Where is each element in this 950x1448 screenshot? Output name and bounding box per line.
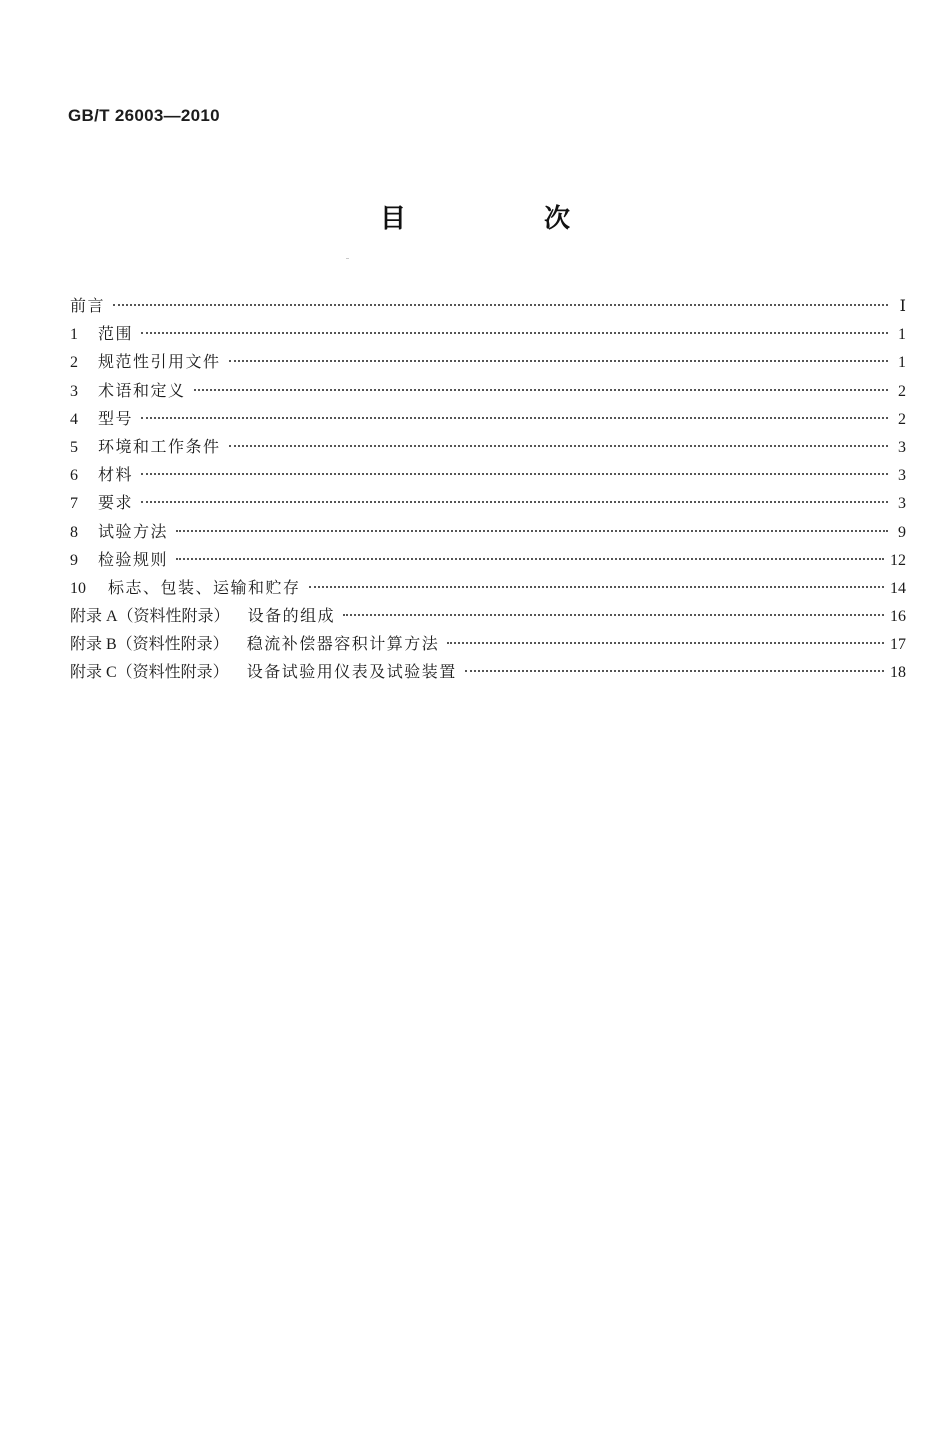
toc-entry-number: 9 [70, 551, 78, 569]
toc-entry-number: 8 [70, 523, 78, 541]
toc-entry-label: 要求 [98, 493, 134, 513]
toc-entry-label: 术语和定义 [98, 380, 186, 400]
toc-entry-label: 规范性引用文件 [98, 352, 221, 372]
toc-entry-7[interactable] [70, 489, 906, 517]
toc-entry-number: 3 [70, 382, 78, 400]
toc-entry-label: 环境和工作条件 [98, 436, 221, 456]
toc-entry-page: 16 [890, 608, 906, 626]
toc-entry-3[interactable] [70, 377, 906, 405]
toc-leader-dots [194, 389, 888, 391]
toc-entry-page: 2 [898, 382, 906, 400]
toc-entry-label: 设备试验用仪表及试验装置 [246, 662, 457, 682]
toc-entry-page: 3 [898, 495, 906, 513]
scan-speck [346, 258, 349, 259]
toc-entry-label: 标志、包装、运输和贮存 [108, 577, 301, 597]
toc-entry-label: 设备的组成 [247, 606, 336, 626]
toc-entry-page: 9 [898, 523, 906, 541]
toc-leader-dots [465, 670, 884, 672]
toc-entry-page: 14 [890, 579, 906, 597]
toc-entry-number: 附录 C（资料性附录） [70, 664, 229, 682]
toc-entry-label: 型号 [98, 408, 134, 428]
toc-entry-page: 1 [898, 326, 906, 344]
toc-entry-label: 试验方法 [98, 521, 169, 541]
toc-entry-page: 12 [890, 551, 906, 569]
toc-entry-4[interactable] [70, 405, 906, 433]
toc-entry-page: 2 [898, 410, 906, 428]
toc-leader-dots [141, 417, 888, 419]
toc-entry-page: 3 [898, 467, 906, 485]
toc-entry-number: 附录 A（资料性附录） [70, 608, 230, 626]
toc-entry-label: 检验规则 [98, 549, 169, 569]
toc-entry-foreword[interactable] [70, 292, 906, 320]
toc-leader-dots [229, 360, 888, 362]
toc-leader-dots [447, 642, 884, 644]
toc-entry-5[interactable] [70, 433, 906, 461]
toc-entry-label: 稳流补偿器容积计算方法 [246, 634, 440, 654]
toc-leader-dots [343, 614, 884, 616]
toc-leader-dots [176, 558, 884, 560]
toc-leader-dots [113, 304, 888, 306]
toc-entry-appendix-a[interactable] [70, 602, 906, 630]
toc-entry-1[interactable] [70, 320, 906, 348]
toc-entry-number: 5 [70, 438, 78, 456]
toc-entry-10[interactable] [70, 574, 906, 602]
toc-entry-page: Ⅰ [899, 298, 906, 315]
toc-entry-number: 4 [70, 410, 78, 428]
toc-leader-dots [309, 586, 884, 588]
toc-entry-page: 17 [890, 636, 906, 654]
toc-entry-label: 前言 [70, 296, 106, 315]
standard-code: GB/T 26003—2010 [68, 106, 220, 125]
toc-entry-number: 6 [70, 467, 78, 485]
toc-entry-label: 范围 [98, 324, 134, 344]
toc-entry-number: 2 [70, 354, 78, 372]
toc-entry-number: 1 [70, 326, 78, 344]
toc-entry-label: 材料 [98, 465, 134, 485]
toc-entry-appendix-c[interactable] [70, 658, 906, 686]
toc-entry-appendix-b[interactable] [70, 630, 906, 658]
toc-entry-number: 附录 B（资料性附录） [70, 636, 229, 654]
toc-title: 目 次 [379, 204, 626, 234]
toc-leader-dots [141, 473, 888, 475]
toc-leader-dots [141, 501, 888, 503]
toc-entry-page: 3 [898, 438, 906, 456]
table-of-contents [70, 292, 906, 687]
toc-entry-number: 10 [70, 579, 86, 597]
toc-leader-dots [141, 332, 888, 334]
toc-entry-6[interactable] [70, 461, 906, 489]
toc-leader-dots [229, 445, 888, 447]
toc-entry-9[interactable] [70, 546, 906, 574]
toc-entry-8[interactable] [70, 518, 906, 546]
toc-entry-2[interactable] [70, 348, 906, 376]
toc-entry-number: 7 [70, 495, 78, 513]
toc-entry-page: 18 [890, 664, 906, 682]
toc-entry-page: 1 [898, 354, 906, 372]
toc-leader-dots [176, 530, 888, 532]
